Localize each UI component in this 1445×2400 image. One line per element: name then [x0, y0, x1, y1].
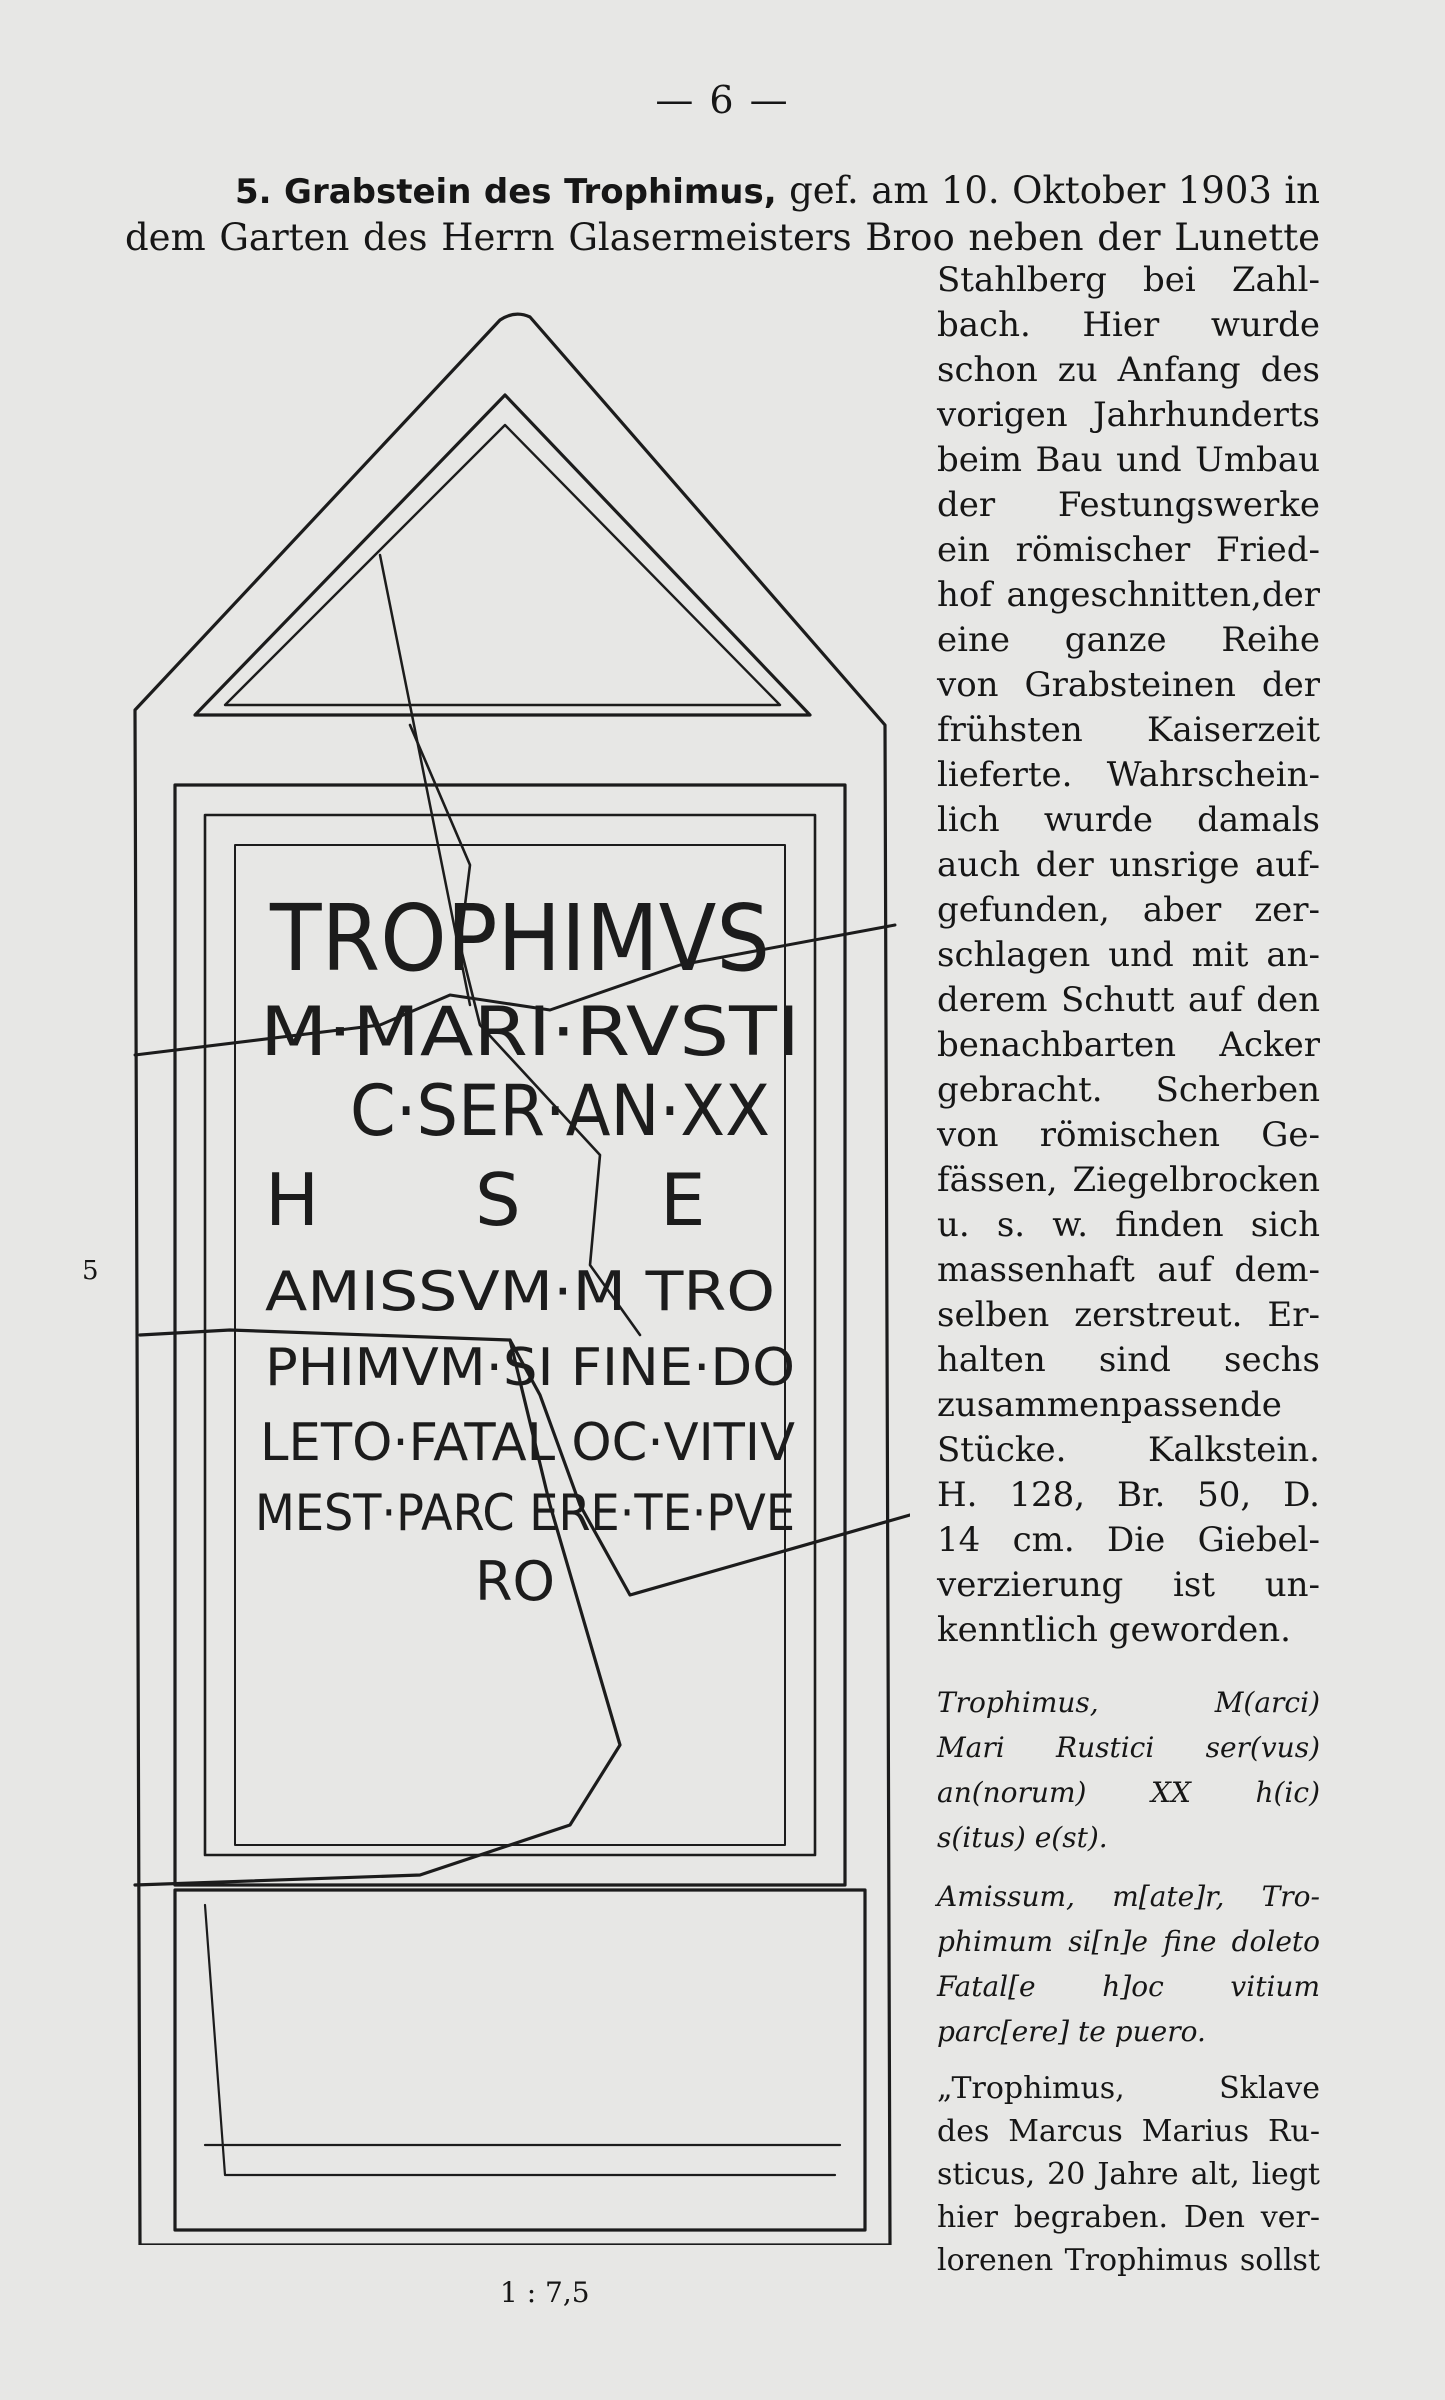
translation-line: lorenen Trophimus sollst	[937, 2243, 1320, 2278]
inscription-line-2: M·MARI·RVSTI	[260, 993, 800, 1072]
transcription-line: Amissum, m[ate]r, Tro-	[937, 1880, 1320, 1913]
inscription-line-7: LETO·FATAL OC·VITIV	[260, 1413, 796, 1473]
line-number-marker: 5	[82, 1256, 99, 1286]
german-translation	[937, 2067, 1320, 2282]
pediment-frame-inner	[225, 425, 780, 705]
entry-title: Grabstein des Trophimus,	[284, 172, 777, 212]
text-line: von römischen Ge-	[937, 1115, 1320, 1155]
translation-line: „Trophimus, Sklave	[937, 2071, 1320, 2106]
text-line: hof angeschnitten,der	[937, 575, 1320, 615]
inscription-line-6: PHIMVM·SI FINE·DO	[265, 1338, 795, 1398]
text-line: zusammenpassende	[937, 1385, 1282, 1425]
text-line: vorigen Jahrhunderts	[937, 395, 1320, 435]
latin-transcription	[937, 1680, 1320, 2054]
text-line: Stahlberg bei Zahl-	[937, 260, 1320, 300]
transcription-part-2	[937, 1874, 1320, 2054]
text-line: 14 cm. Die Giebel-	[937, 1520, 1320, 1560]
text-line: frühsten Kaiserzeit	[937, 710, 1320, 750]
transcription-line: Fatal[e h]oc vitium	[937, 1970, 1320, 2003]
inscription-line-4a: H	[265, 1158, 320, 1242]
heading-line-1	[125, 168, 1320, 215]
inscription-line-3: C·SER·AN·XX	[350, 1070, 770, 1152]
translation-line: sticus, 20 Jahre alt, liegt	[937, 2157, 1320, 2192]
text-line: derem Schutt auf den	[937, 980, 1320, 1020]
text-line: fässen, Ziegelbrocken	[937, 1160, 1320, 1200]
text-line: massenhaft auf dem-	[937, 1250, 1320, 1290]
text-line: halten sind sechs	[937, 1340, 1320, 1380]
text-line: H. 128, Br. 50, D.	[937, 1475, 1320, 1515]
pediment-frame	[195, 395, 810, 715]
inscription-line-4b: S	[475, 1158, 521, 1242]
entry-number: 5.	[235, 172, 272, 212]
text-line: bach. Hier wurde	[937, 305, 1320, 345]
text-line: ein römischer Fried-	[937, 530, 1320, 570]
text-line: der Festungswerke	[937, 485, 1320, 525]
transcription-line: Trophimus, M(arci)	[937, 1686, 1320, 1719]
text-line: Stücke. Kalkstein.	[937, 1430, 1320, 1470]
transcription-line: s(itus) e(st).	[937, 1821, 1108, 1854]
translation-line: hier begraben. Den ver-	[937, 2200, 1320, 2235]
text-line: u. s. w. finden sich	[937, 1205, 1320, 1245]
transcription-line: phimum si[n]e fine doleto	[937, 1925, 1320, 1958]
transcription-line: an(norum) XX h(ic)	[937, 1776, 1320, 1809]
inscription-line-9: RO	[475, 1550, 556, 1613]
text-line: gefunden, aber zer-	[937, 890, 1320, 930]
gravestone-drawing	[120, 305, 910, 2245]
text-line: kenntlich geworden.	[937, 1610, 1291, 1650]
text-line: selben zerstreut. Er-	[937, 1295, 1320, 1335]
text-line: schon zu Anfang des	[937, 350, 1320, 390]
inscription-line-1: TROPHIMVS	[269, 885, 770, 992]
translation-line: des Marcus Marius Ru-	[937, 2114, 1320, 2149]
transcription-part-1	[937, 1680, 1320, 1860]
heading-rest: gef. am 10. Oktober 1903 in	[789, 169, 1320, 212]
scale-label: 1 : 7,5	[500, 2276, 590, 2309]
text-line: gebracht. Scherben	[937, 1070, 1320, 1110]
inscription-line-4c: E	[660, 1158, 706, 1242]
text-line: auch der unsrige auf-	[937, 845, 1320, 885]
inscription-line-8: MEST·PARC ERE·TE·PVE	[255, 1484, 795, 1542]
text-line: lich wurde damals	[937, 800, 1320, 840]
heading-line-2: dem Garten des Herrn Glasermeisters Broo neben der Lunette	[125, 216, 1320, 259]
base-inner-line	[205, 1905, 835, 2175]
text-line: beim Bau und Umbau	[937, 440, 1320, 480]
page-number: — 6 —	[655, 78, 790, 122]
text-line: benachbarten Acker	[937, 1025, 1320, 1065]
inscription-line-5: AMISSVM·M TRO	[265, 1260, 775, 1323]
text-line: von Grabsteinen der	[937, 665, 1320, 705]
entry-heading	[125, 168, 1320, 260]
text-line: eine ganze Reihe	[937, 620, 1320, 660]
text-line: verzierung ist un-	[937, 1565, 1320, 1605]
text-line: schlagen und mit an-	[937, 935, 1320, 975]
base-block	[175, 1890, 865, 2230]
transcription-line: Mari Rustici ser(vus)	[937, 1731, 1320, 1764]
text-line: lieferte. Wahrschein-	[937, 755, 1320, 795]
transcription-line: parc[ere] te puero.	[937, 2015, 1206, 2048]
description-column	[937, 258, 1320, 1653]
